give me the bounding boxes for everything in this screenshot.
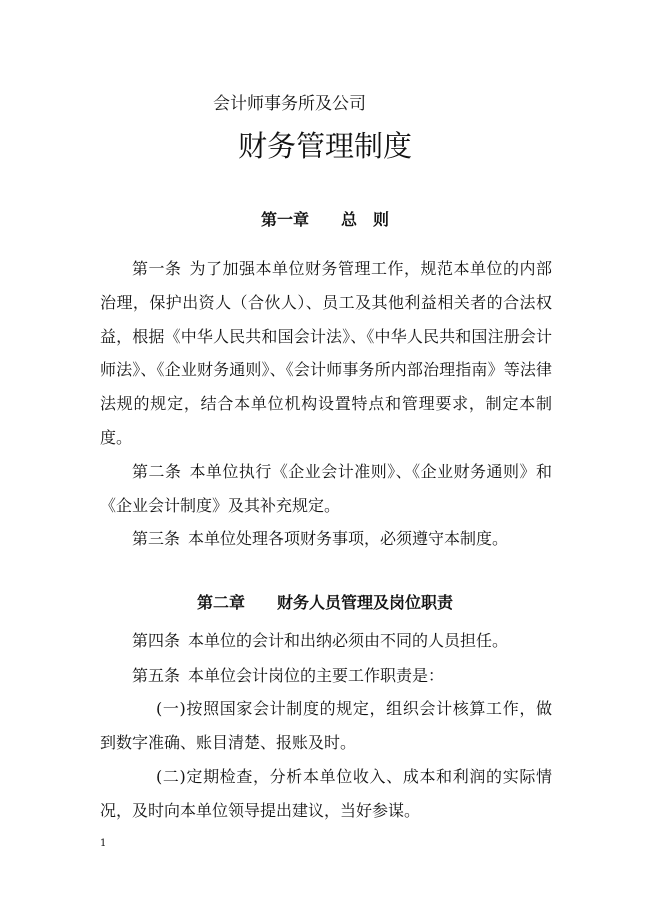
article-label: 第二条: [132, 462, 182, 481]
article-text: 为了加强本单位财务管理工作，规范本单位的内部治理，保护出资人（合伙人）、员工及其他利益相关者的合法权益，根据《中华人民共和国会计法》、《中华人民共和国注册会计师法》、《企业财务通则》、《会计师事务所内部治理指南》等法律法规的规定，结合本单位机构设置特点和管理要求，制定本制度。: [100, 259, 552, 447]
article-paragraph: [100, 659, 552, 693]
list-item: (一)按照国家会计制度的规定，组织会计核算工作，做到数字准确、账目清楚、报账及时。: [100, 699, 552, 752]
document-subtitle: 会计师事务所及公司: [213, 94, 366, 114]
chapter-heading: 第二章 财务人员管理及岗位职责: [196, 593, 453, 612]
article-label: 第三条: [132, 529, 181, 548]
article-label: 第四条: [132, 631, 181, 650]
article-label: 第五条: [132, 666, 181, 685]
article-text: 本单位会计岗位的主要工作职责是：: [188, 666, 445, 685]
list-item: (二)定期检查，分析本单位收入、成本和利润的实际情况，及时向本单位领导提出建议，当好参谋。: [100, 767, 552, 820]
article-text: 本单位执行《企业会计准则》、《企业财务通则》和《企业会计制度》及其补充规定。: [100, 462, 552, 515]
article-paragraph: [100, 252, 552, 455]
article-label: 第一条: [132, 259, 182, 278]
document-title: 财务管理制度: [237, 129, 412, 163]
article-text: 本单位的会计和出纳必须由不同的人员担任。: [188, 631, 509, 650]
article-text: 本单位处理各项财务事项，必须遵守本制度。: [188, 529, 509, 548]
article-paragraph: [100, 522, 552, 556]
article-paragraph: [100, 624, 552, 658]
chapter-heading: 第一章 总 则: [260, 210, 389, 229]
article-paragraph: [100, 455, 552, 523]
page-number: 1: [100, 838, 107, 849]
